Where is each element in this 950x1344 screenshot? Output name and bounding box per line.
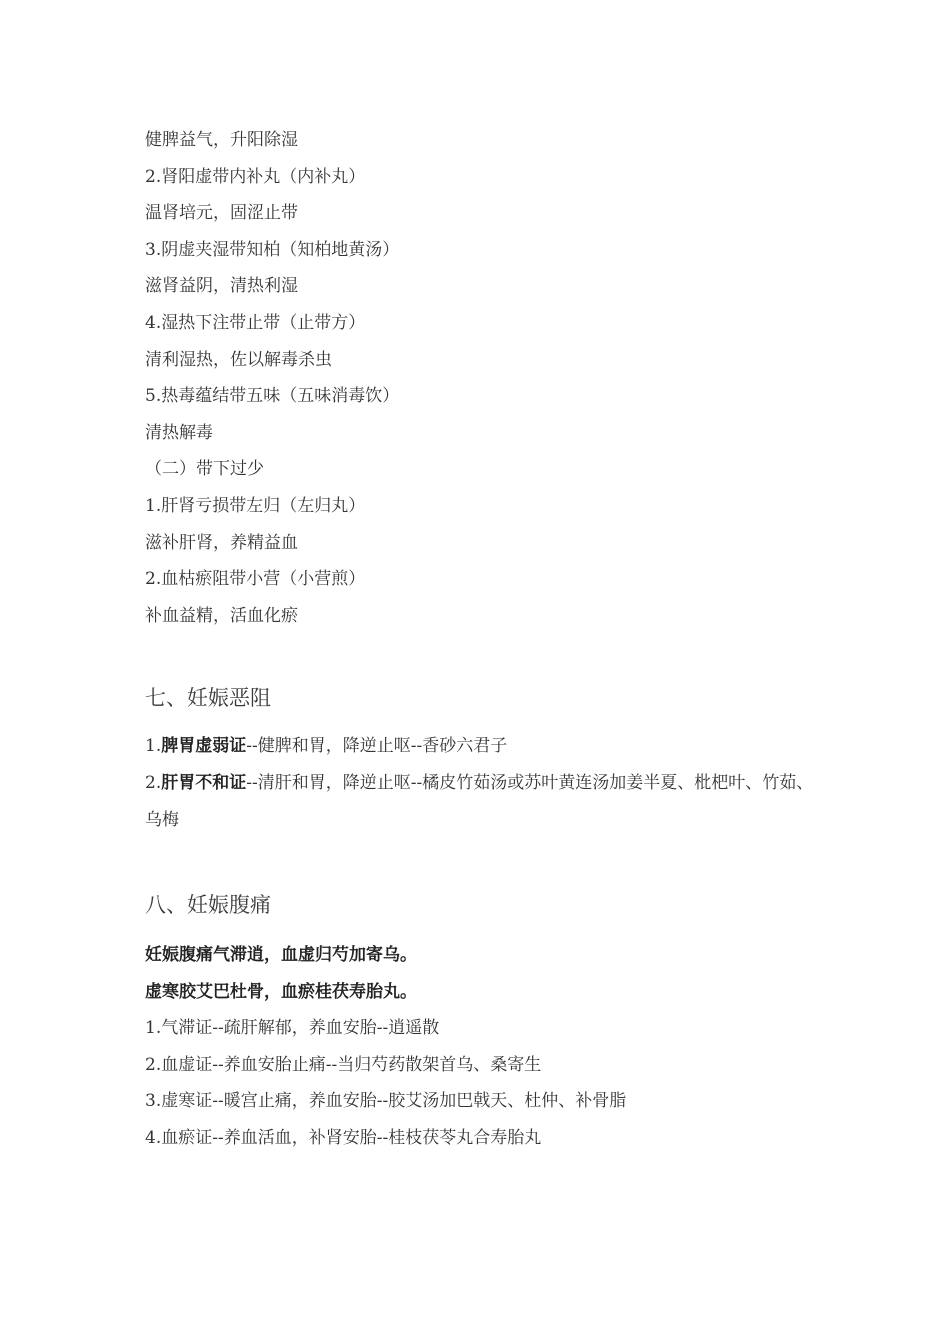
- text-line: 滋肾益阴，清热利湿: [145, 276, 298, 297]
- item-text: --健脾和胃，降逆止呕--香砂六君子: [246, 736, 508, 757]
- text-line: 健脾益气，升阳除湿: [145, 130, 298, 150]
- text-line: 清热解毒: [145, 422, 213, 443]
- section-7: [145, 678, 825, 839]
- section-heading: 七、妊娠恶阻: [145, 686, 271, 711]
- list-item: 3.虚寒证--暖宫止痛，养血安胎--胶艾汤加巴戟天、杜仲、补骨脂: [145, 1091, 627, 1112]
- verse-line: 虚寒胶艾巴杜骨，血瘀桂茯寿胎丸。: [145, 981, 417, 1002]
- text-line: 温肾培元，固涩止带: [145, 203, 298, 224]
- text-line: 2.血枯瘀阻带小营（小营煎）: [145, 569, 366, 590]
- list-item: 1.气滞证--疏肝解郁，养血安胎--逍遥散: [145, 1018, 440, 1039]
- item-bold-term: 肝胃不和证: [161, 772, 247, 793]
- text-line: 4.湿热下注带止带（止带方）: [145, 312, 366, 333]
- list-item: [145, 728, 825, 765]
- subheading: （二）带下过少: [145, 459, 264, 480]
- item-number: 1.: [145, 736, 162, 757]
- list-item: [145, 765, 825, 839]
- document-page: [145, 122, 825, 1156]
- item-text: --清肝和胃，降逆止呕--橘皮竹茹汤或苏叶黄连汤加姜半夏、枇杷叶、竹茹、乌梅: [145, 772, 814, 830]
- text-line: 补血益精，活血化瘀: [145, 605, 298, 626]
- verse-line: 妊娠腹痛气滞逍，血虚归芍加寄乌。: [145, 944, 417, 965]
- section-heading: 八、妊娠腹痛: [145, 892, 271, 917]
- list-item: 2.血虚证--养血安胎止痛--当归芍药散架首乌、桑寄生: [145, 1054, 542, 1075]
- text-line: 5.热毒蕴结带五味（五味消毒饮）: [145, 386, 400, 407]
- section-8: [145, 885, 825, 1157]
- list-item: 4.血瘀证--养血活血，补肾安胎--桂枝茯苓丸合寿胎丸: [145, 1127, 542, 1148]
- item-bold-term: 脾胃虚弱证: [161, 736, 247, 757]
- text-line: 3.阴虚夹湿带知柏（知柏地黄汤）: [145, 239, 400, 260]
- section-6-tail: [145, 122, 825, 634]
- item-number: 2.: [145, 772, 162, 793]
- text-line: 1.肝肾亏损带左归（左归丸）: [145, 495, 366, 516]
- text-line: 清利湿热，佐以解毒杀虫: [145, 349, 332, 370]
- text-line: 2.肾阳虚带内补丸（内补丸）: [145, 166, 366, 187]
- text-line: 滋补肝肾，养精益血: [145, 532, 298, 553]
